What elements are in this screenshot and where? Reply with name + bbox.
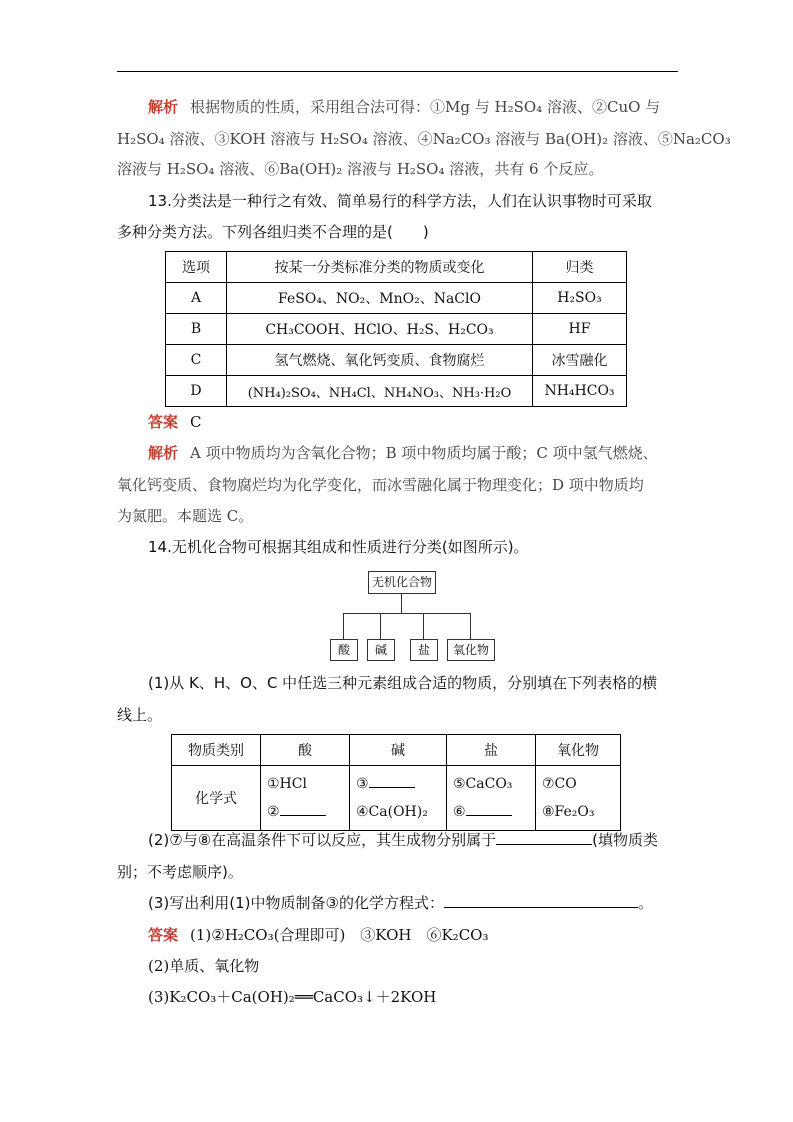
- oxide-cell: ⑦CO ⑧Fe₂O₃: [536, 766, 621, 831]
- table-header-cell: 酸: [261, 735, 350, 766]
- q13-answer: 答案 C: [148, 413, 202, 431]
- q13-analysis-line-2: 氧化钙变质、食物腐烂均为化学变化，而冰雪融化属于物理变化；D 项中物质均: [117, 476, 644, 494]
- table-cell: 冰雪融化: [533, 345, 627, 376]
- diagram-child-box: 氧化物: [447, 639, 495, 661]
- table-header-cell: 归类: [533, 252, 627, 283]
- base-blank[interactable]: [369, 773, 415, 788]
- top-rule: [117, 71, 678, 72]
- table-cell: C: [166, 345, 227, 376]
- q13-options-table: [165, 251, 627, 407]
- table-cell: FeSO₄、NO₂、MnO₂、NaClO: [227, 283, 533, 314]
- diagram-root-box: 无机化合物: [368, 571, 436, 594]
- table-header-cell: 选项: [166, 252, 227, 283]
- diagram-connector: [423, 613, 424, 639]
- classification-diagram: [337, 571, 492, 661]
- diagram-connector: [401, 593, 402, 613]
- base-cell: ③ ④Ca(OH)₂: [350, 766, 447, 831]
- table-header-cell: 盐: [447, 735, 536, 766]
- q14-answer-line-1: 答案 (1)②H₂CO₃(合理即可) ③KOH ⑥K₂CO₃: [148, 926, 489, 944]
- q13-line-1: 13.分类法是一种行之有效、简单易行的科学方法，人们在认识事物时可采取: [148, 192, 652, 210]
- diagram-connector: [343, 613, 471, 614]
- salt-blank[interactable]: [466, 801, 512, 816]
- analysis-12-line-2: H₂SO₄ 溶液、③KOH 溶液与 H₂SO₄ 溶液、④Na₂CO₃ 溶液与 Ba(OH)₂ 溶液、⑤Na₂CO₃: [117, 130, 731, 148]
- answer-label: 答案: [148, 413, 179, 431]
- table-header-cell: 物质类别: [172, 735, 261, 766]
- q14-part2-line-1: (2)⑦与⑧在高温条件下可以反应，其生成物分别属于 (填物质类: [148, 831, 659, 849]
- table-header-row: [172, 735, 621, 766]
- table-header-row: [166, 252, 627, 283]
- answer-label: 答案: [148, 926, 179, 944]
- q14-answer-line-3: (3)K₂CO₃＋Ca(OH)₂══CaCO₃↓＋2KOH: [148, 988, 437, 1006]
- table-row: [166, 283, 627, 314]
- diagram-child-box: 酸: [330, 639, 358, 661]
- analysis-label: 解析: [148, 444, 179, 462]
- q14-part1-line-1: (1)从 K、H、O、C 中任选三种元素组成合适的物质，分别填在下列表格的横: [148, 674, 658, 692]
- q14-class-table: [171, 734, 621, 831]
- diagram-connector: [343, 613, 344, 639]
- table-cell: NH₄HCO₃: [533, 376, 627, 407]
- acid-blank[interactable]: [280, 801, 326, 816]
- q14-part1-line-2: 线上。: [117, 706, 163, 724]
- table-row: [166, 314, 627, 345]
- table-row: [166, 345, 627, 376]
- table-cell: 氢气燃烧、氧化钙变质、食物腐烂: [227, 345, 533, 376]
- table-header-cell: 氧化物: [536, 735, 621, 766]
- q14-part3-line: (3)写出利用(1)中物质制备③的化学方程式： 。: [148, 894, 653, 912]
- salt-cell: ⑤CaCO₃ ⑥: [447, 766, 536, 831]
- analysis-12-line-1: 解析 根据物质的性质，采用组合法可得：①Mg 与 H₂SO₄ 溶液、②CuO 与: [148, 98, 661, 116]
- table-cell: B: [166, 314, 227, 345]
- part2-blank[interactable]: [496, 830, 592, 845]
- q14-answer-line-2: (2)单质、氧化物: [148, 957, 260, 975]
- table-cell: A: [166, 283, 227, 314]
- q13-line-2: 多种分类方法。下列各组归类不合理的是( ): [117, 223, 429, 241]
- table-cell: HF: [533, 314, 627, 345]
- table-header-cell: 碱: [350, 735, 447, 766]
- diagram-child-box: 碱: [367, 639, 395, 661]
- table-cell: H₂SO₃: [533, 283, 627, 314]
- analysis-12-line-3: 溶液与 H₂SO₄ 溶液、⑥Ba(OH)₂ 溶液与 H₂SO₄ 溶液，共有 6 个反应。: [117, 160, 604, 178]
- analysis-label: 解析: [148, 98, 179, 116]
- q13-analysis-line-3: 为氮肥。本题选 C。: [117, 507, 254, 525]
- diagram-connector: [380, 613, 381, 639]
- table-row-label: 化学式: [172, 766, 261, 831]
- table-row: [166, 376, 627, 407]
- q14-part2-line-2: 别；不考虑顺序)。: [117, 863, 243, 881]
- part3-blank[interactable]: [444, 893, 638, 908]
- q14-intro: 14.无机化合物可根据其组成和性质进行分类(如图所示)。: [148, 538, 529, 556]
- table-cell: CH₃COOH、HClO、H₂S、H₂CO₃: [227, 314, 533, 345]
- table-cell: (NH₄)₂SO₄、NH₄Cl、NH₄NO₃、NH₃·H₂O: [227, 376, 533, 407]
- table-row: [172, 766, 621, 831]
- diagram-child-box: 盐: [410, 639, 438, 661]
- q13-analysis-line-1: 解析 A 项中物质均为含氧化合物；B 项中物质均属于酸；C 项中氢气燃烧、: [148, 444, 658, 462]
- table-cell: D: [166, 376, 227, 407]
- diagram-connector: [470, 613, 471, 639]
- acid-cell: ①HCl ②: [261, 766, 350, 831]
- table-header-cell: 按某一分类标准分类的物质或变化: [227, 252, 533, 283]
